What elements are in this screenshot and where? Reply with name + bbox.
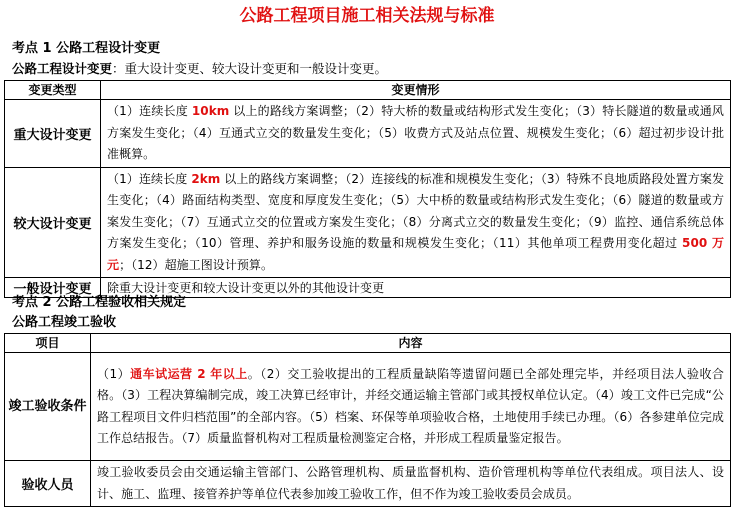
content-text: 以上的路线方案调整；（2）特大桥的数量或结构形式发生变化；（3）特长隧道的数量或通风方案发生变化；（4）互通式立交的数量发生变化；（5）收费方式及站点位置、规模发生变化；（6）超过初步设计批准概算。 xyxy=(107,104,724,161)
content-text: 竣工验收委员会由交通运输主管部门、公路管理机构、质量监督机构、造价管理机构等单位代表组成。项目法人、设计、施工、监理、接管养护等单位代表参加竣工验收工作，但不作为竣工验收委员会成员。 xyxy=(97,465,724,501)
content-text: ；（12）超施工图设计预算。 xyxy=(119,257,274,272)
content-text: （1）连续长度 xyxy=(107,104,192,118)
row-content xyxy=(91,461,731,507)
row-label: 重大设计变更 xyxy=(5,100,101,168)
section2-subheading: 公路工程竣工验收 xyxy=(12,315,117,330)
highlight-text: 通车试运营 2 年以上 xyxy=(130,366,248,381)
highlight-text: 500 万元 xyxy=(107,236,724,272)
table-row xyxy=(5,353,731,461)
page-title: 公路工程项目施工相关法规与标准 xyxy=(239,6,495,26)
content-text: （1） xyxy=(97,366,131,381)
row-label: 竣工验收条件 xyxy=(5,353,91,461)
content-text: 以上的路线方案调整；（2）连接线的标准和规模发生变化；（3）特殊不良地质路段处置方案发生变化；（4）路面结构类型、宽度和厚度发生变化；（5）大中桥的数量或结构形式发生变化；（6）隧道的数量或方案发生变化；（7）互通式立交的位置或方案发生变化；（8）分离式立交的数量发生变化；（9）监控、通信系统总体方案发生变化；（10）管理、养护和服务设施的数量和规模发生变化；（11）其他单项工程费用变化超过 xyxy=(107,171,724,250)
row-label: 较大设计变更 xyxy=(5,167,101,278)
section2-heading: 考点 2 公路工程验收相关规定 xyxy=(12,295,187,310)
content-text: （1）连续长度 xyxy=(107,171,192,186)
header-item: 项目 xyxy=(5,334,91,353)
row-content xyxy=(91,353,731,461)
row-content xyxy=(101,167,731,278)
table-row xyxy=(5,100,731,168)
table-row xyxy=(5,167,731,278)
content-text: 。（2）交工验收提出的工程质量缺陷等遗留问题已全部处理完毕，并经项目法人验收合格。（3）工程决算编制完成，竣工决算已经审计，并经交通运输主管部门或其授权单位认定。（4）竣工文件已完成“公路工程项目文件归档范围”的全部内容。（5）档案、环保等单项验收合格，土地使用手续已办理。（6）各参建单位完成工作总结报告。（7）质量监督机构对工程质量检测鉴定合格，并形成工程质量鉴定报告。 xyxy=(97,366,724,445)
header-change-type: 变更类型 xyxy=(5,81,101,100)
section1-heading: 考点 1 公路工程设计变更 xyxy=(12,41,161,56)
table-row xyxy=(5,461,731,507)
highlight-text: 10km xyxy=(191,104,230,118)
content-text: 除重大设计变更和较大设计变更以外的其他设计变更 xyxy=(107,280,385,295)
design-change-table xyxy=(4,80,731,298)
section1-intro xyxy=(12,60,387,78)
row-content xyxy=(101,278,731,298)
section1-intro-text: ：重大设计变更、较大设计变更和一般设计变更。 xyxy=(112,61,388,76)
acceptance-table xyxy=(4,333,731,507)
section1-intro-term: 公路工程设计变更 xyxy=(12,61,113,76)
header-content: 内容 xyxy=(91,334,731,353)
highlight-text: 2km xyxy=(191,171,221,186)
row-label: 一般设计变更 xyxy=(5,278,101,298)
header-change-situation: 变更情形 xyxy=(101,81,731,100)
row-label: 验收人员 xyxy=(5,461,91,507)
row-content xyxy=(101,100,731,168)
